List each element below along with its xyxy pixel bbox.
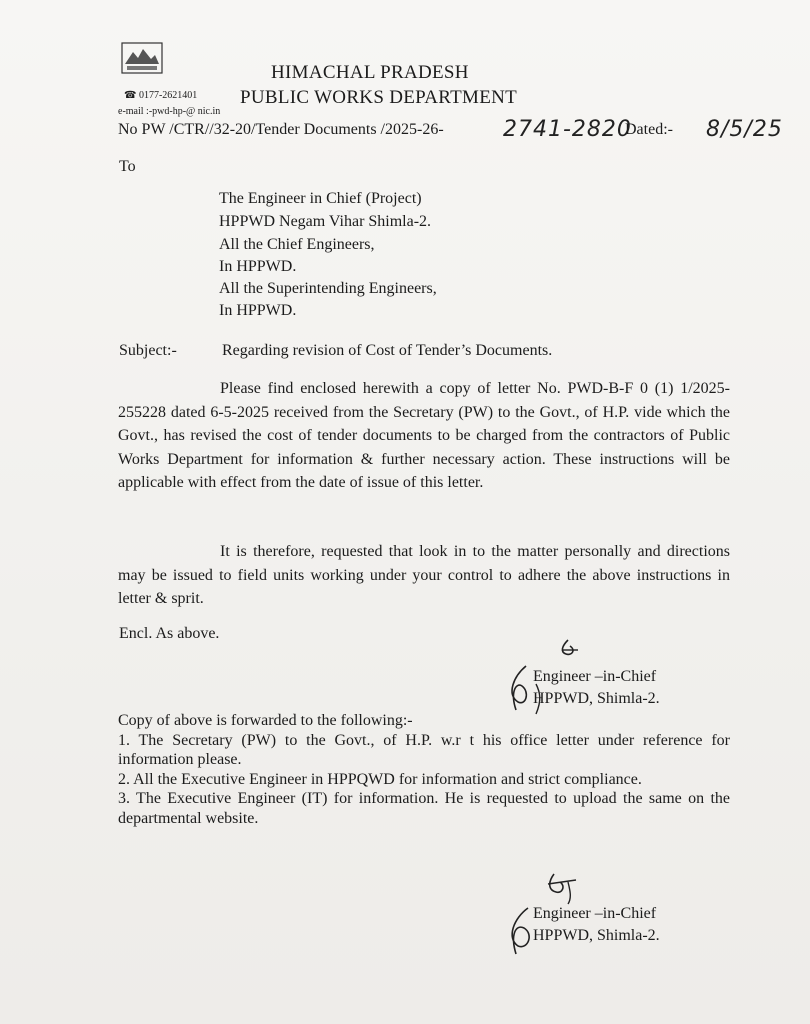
dated-label: Dated:- xyxy=(625,121,673,138)
paragraph-text: Please find enclosed herewith a copy of letter No. PWD-B-F 0 (1) 1/2025-255228 dated 6-5-2025 received from the Secretary (PW) to the Govt., of H.P. vide which the Govt., has revised the cost of tender documents to be charged from the contractors of Public Works Department for information & further necessary action. These instructions will be applicable with effect from the date of issue of this letter. xyxy=(118,380,730,492)
phone-number: 0177-2621401 xyxy=(138,90,198,101)
letterhead-department: PUBLIC WORKS DEPARTMENT xyxy=(240,87,518,108)
signature2-office: HPPWD, Shimla-2. xyxy=(533,927,660,944)
letterhead-state: HIMACHAL PRADESH xyxy=(271,62,469,83)
addressee-line: All the Superintending Engineers, xyxy=(219,280,437,297)
signature1-designation: Engineer –in-Chief xyxy=(533,668,657,685)
letterhead-phone xyxy=(124,90,197,101)
copy-item: 3. The Executive Engineer (IT) for information. He is requested to upload the same on the departmental website. xyxy=(118,790,730,827)
handwritten-dispatch-number: 2741-2820 xyxy=(503,117,632,142)
subject-label: Subject:- xyxy=(119,342,177,359)
body-paragraph-1 xyxy=(118,377,730,495)
letterhead-email: e-mail :-pwd-hp-@ nic.in xyxy=(118,106,221,117)
paragraph-text: It is therefore, requested that look in to the matter personally and directions may be issued to field units working under your control to adhere the above instructions in letter & sprit. xyxy=(118,543,730,608)
signature2-designation: Engineer –in-Chief xyxy=(533,905,657,922)
handwritten-date: 8/5/25 xyxy=(706,117,783,142)
subject-text: Regarding revision of Cost of Tender’s Documents. xyxy=(222,342,553,359)
addressee-line: In HPPWD. xyxy=(219,302,297,319)
enclosure-note: Encl. As above. xyxy=(119,625,220,642)
to-label: To xyxy=(119,158,136,175)
addressee-line: In HPPWD. xyxy=(219,258,297,275)
addressee-line: The Engineer in Chief (Project) xyxy=(219,190,422,207)
copy-item: 2. All the Executive Engineer in HPPQWD for information and strict compliance. xyxy=(118,770,642,788)
addressee-line: All the Chief Engineers, xyxy=(219,236,375,253)
phone-icon: ☎ xyxy=(124,90,137,101)
copy-item: 1. The Secretary (PW) to the Govt., of H.P. w.r t his office letter under reference for information please. xyxy=(118,731,730,768)
signature1-office: HPPWD, Shimla-2. xyxy=(533,690,660,707)
addressee-line: HPPWD Negam Vihar Shimla-2. xyxy=(219,213,432,230)
reference-number: No PW /CTR//32-20/Tender Documents /2025-26- xyxy=(118,121,444,138)
copy-intro: Copy of above is forwarded to the following:- xyxy=(118,712,413,729)
hills-emblem-icon xyxy=(121,42,163,74)
body-paragraph-2 xyxy=(118,540,730,611)
copy-forward-section xyxy=(118,711,730,828)
